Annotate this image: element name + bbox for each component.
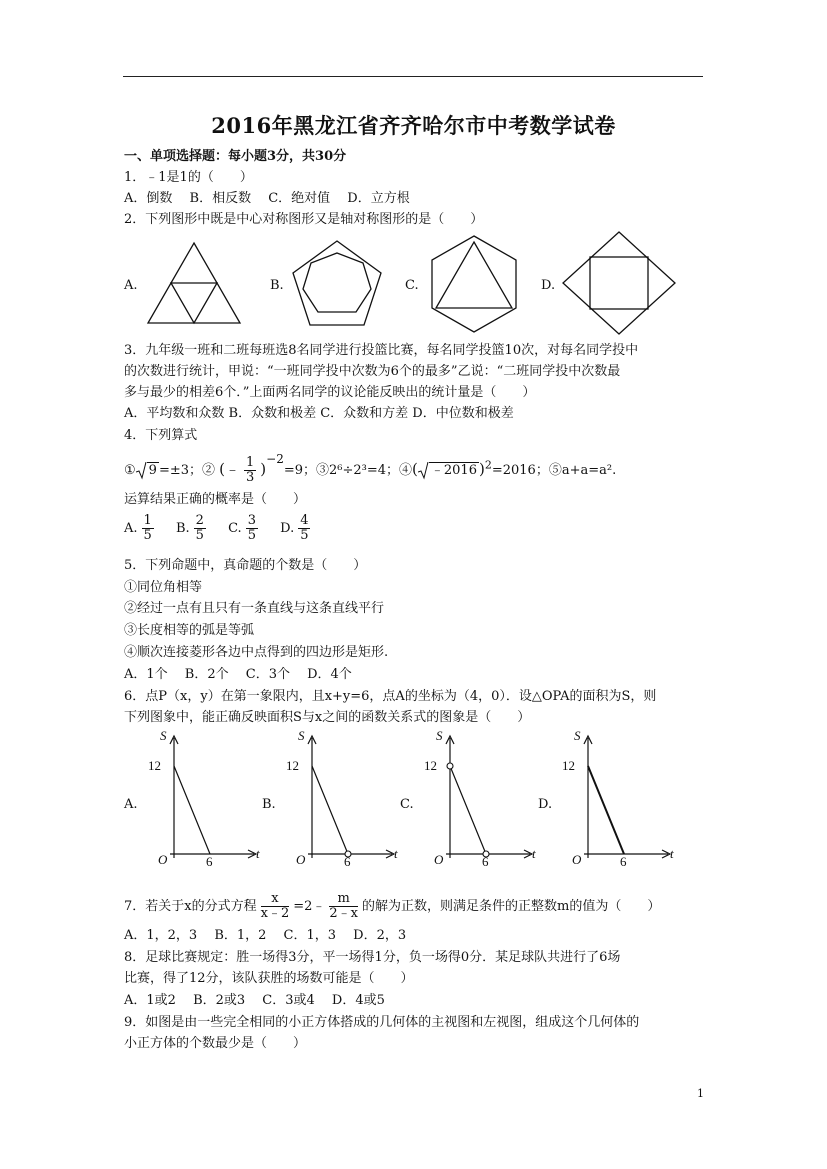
q7-fraction-2: $\frac{m}{2﹣x}$ xyxy=(329,891,358,921)
origin-label: O xyxy=(572,852,582,867)
q4-e2-open: (﹣ xyxy=(219,460,240,478)
q5-item-1: ①同位角相等 xyxy=(124,580,203,595)
q4-frac-a: $\frac{1}{5}$ xyxy=(143,513,152,543)
q2-figure-a xyxy=(146,241,242,327)
q2-figure-c xyxy=(424,234,524,334)
q6-line-2: 下列图象中，能正确反映面积S与x之间的函数关系式的图象是（ ） xyxy=(124,710,531,725)
axis-label-t: t xyxy=(670,846,674,861)
q2-stem: 2．下列图形中既是中心对称图形又是轴对称图形的是（ ） xyxy=(124,212,484,227)
q3-line-1: 3．九年级一班和二班每班选8名同学进行投篮比赛，每名同学投篮10次，对每名同学投中 xyxy=(124,343,639,358)
q4-frac-c: $\frac{3}{5}$ xyxy=(247,513,256,543)
q7-fraction-1: $\frac{x}{x﹣2}$ xyxy=(260,891,290,921)
q4-opt-b: B. xyxy=(175,521,190,536)
q2-figure-d xyxy=(561,230,677,336)
q4-fraction-1-3: $\frac{1}{3}$ xyxy=(246,455,255,485)
q9-line-2: 小正方体的个数最少是（ ） xyxy=(124,1036,307,1051)
q4-options xyxy=(124,514,314,543)
q7-options: A．1，2，3 B．1，2 C．1，3 D．2，3 xyxy=(124,928,407,943)
q4-e4-exponent: 2 xyxy=(484,458,492,472)
tick-label-6: 6 xyxy=(482,854,489,869)
q6-graph-b xyxy=(282,726,402,871)
q6-label-d: D. xyxy=(538,797,553,812)
q6-label-c: C. xyxy=(400,797,414,812)
q6-graph-a xyxy=(144,726,264,871)
page-title: 2016年黑龙江省齐齐哈尔市中考数学试卷 xyxy=(211,113,616,138)
q4-opt-c: C. xyxy=(228,521,242,536)
axis-label-t: t xyxy=(532,846,536,861)
q4-frac-b: $\frac{2}{5}$ xyxy=(195,513,204,543)
q1-options: A．倒数 B．相反数 C．绝对值 D．立方根 xyxy=(124,191,410,206)
tick-label-6: 6 xyxy=(620,854,627,869)
q6-graph-c xyxy=(420,726,540,871)
q2-figure-b xyxy=(289,239,385,329)
q8-line-1: 8．足球比赛规定：胜一场得3分，平一场得1分，负一场得0分．某足球队共进行了6场 xyxy=(124,950,621,965)
q4-stem: 4．下列算式 xyxy=(124,428,198,443)
q5-item-4: ④顺次连接菱形各边中点得到的四边形是矩形. xyxy=(124,645,389,660)
q6-label-a: A. xyxy=(124,797,138,812)
q4-stem2: 运算结果正确的概率是（ ） xyxy=(124,492,307,507)
q9-line-1: 9．如图是由一些完全相同的小正方体搭成的几何体的主视图和左视图，组成这个几何体的 xyxy=(124,1015,640,1030)
q4-opt-a: A. xyxy=(124,521,138,536)
q3-options: A．平均数和众数 B．众数和极差 C．众数和方差 D．中位数和极差 xyxy=(124,406,514,421)
axis-label-s: S xyxy=(436,728,443,743)
axis-label-s: S xyxy=(160,728,167,743)
q5-item-3: ③长度相等的弧是等弧 xyxy=(124,623,255,638)
q6-label-b: B. xyxy=(262,797,276,812)
q4-e1-marker: ① xyxy=(124,463,136,478)
q5-item-2: ②经过一点有且只有一条直线与这条直线平行 xyxy=(124,601,385,616)
q5-options: A．1个 B．2个 C．3个 D．4个 xyxy=(124,667,352,682)
q2-label-a: A. xyxy=(124,278,138,293)
q6-graph-d xyxy=(558,726,678,871)
axis-label-s: S xyxy=(298,728,305,743)
q4-expressions: ① 9 =±3；② (﹣ $\frac{1}{3}$ )$^{-2}$=9；③2⁶÷2³=4；④( ﹣2016 )$^2$=2016；⑤a+a=a². xyxy=(124,451,617,485)
axis-label-s: S xyxy=(574,728,581,743)
axis-label-t: t xyxy=(394,846,398,861)
sqrt-neg-2016 xyxy=(418,463,479,479)
q4-frac-d: $\frac{4}{5}$ xyxy=(300,513,309,543)
q5-stem: 5．下列命题中，真命题的个数是（ ） xyxy=(124,558,367,573)
q3-line-3: 多与最少的相差6个．”上面两名同学的议论能反映出的统计量是（ ） xyxy=(124,385,536,400)
q4-e2-rest: =9；③2⁶÷2³=4；④ xyxy=(283,463,413,478)
tick-label-12: 12 xyxy=(562,758,575,773)
section-heading: 一、单项选择题：每小题3分，共30分 xyxy=(124,149,347,164)
q4-e4-rest: =2016；⑤a+a=a². xyxy=(491,463,617,478)
q7-text-c: 的解为正数，则满足条件的正整数m的值为（ ） xyxy=(362,899,661,914)
q8-options: A．1或2 B．2或3 C．3或4 D．4或5 xyxy=(124,993,385,1008)
q2-label-b: B. xyxy=(270,278,284,293)
tick-label-12: 12 xyxy=(424,758,437,773)
q7-stem xyxy=(124,892,660,921)
q8-line-2: 比赛，得了12分，该队获胜的场数可能是（ ） xyxy=(124,971,414,986)
q4-e2-close: ) xyxy=(260,460,267,478)
q2-label-d: D. xyxy=(541,278,556,293)
origin-label: O xyxy=(296,852,306,867)
header-rule xyxy=(123,76,703,77)
page-number: 1 xyxy=(697,1087,704,1100)
graph-line xyxy=(174,766,210,854)
graph-line xyxy=(312,766,348,854)
tick-label-12: 12 xyxy=(148,758,161,773)
q4-e2-exponent: −2 xyxy=(266,451,284,466)
origin-label: O xyxy=(434,852,444,867)
q7-text-b: =2﹣ xyxy=(293,899,326,914)
tick-label-12: 12 xyxy=(286,758,299,773)
open-point-12 xyxy=(447,763,453,769)
q2-label-c: C. xyxy=(405,278,419,293)
origin-label: O xyxy=(158,852,168,867)
q4-radicand-2016: ﹣2016 xyxy=(430,463,477,478)
sqrt-9 xyxy=(136,463,159,479)
graph-line xyxy=(588,766,624,854)
graph-line xyxy=(450,766,486,854)
tick-label-6: 6 xyxy=(206,854,213,869)
q4-radicand-9: 9 xyxy=(148,463,157,478)
q3-line-2: 的次数进行统计，甲说：“一班同学投中次数为6个的最多”乙说：“二班同学投中次数最 xyxy=(124,364,621,379)
q7-text-a: 7．若关于x的分式方程 xyxy=(124,899,257,914)
axis-label-t: t xyxy=(256,846,260,861)
q6-line-1: 6．点P（x，y）在第一象限内，且x+y=6，点A的坐标为（4，0）．设△OPA的面积为S，则 xyxy=(124,689,657,704)
tick-label-6: 6 xyxy=(344,854,351,869)
q4-e1-rest: =±3；② xyxy=(158,463,215,478)
q1-stem: 1．﹣1是1的（ ） xyxy=(124,170,253,185)
q4-opt-d: D. xyxy=(280,521,295,536)
